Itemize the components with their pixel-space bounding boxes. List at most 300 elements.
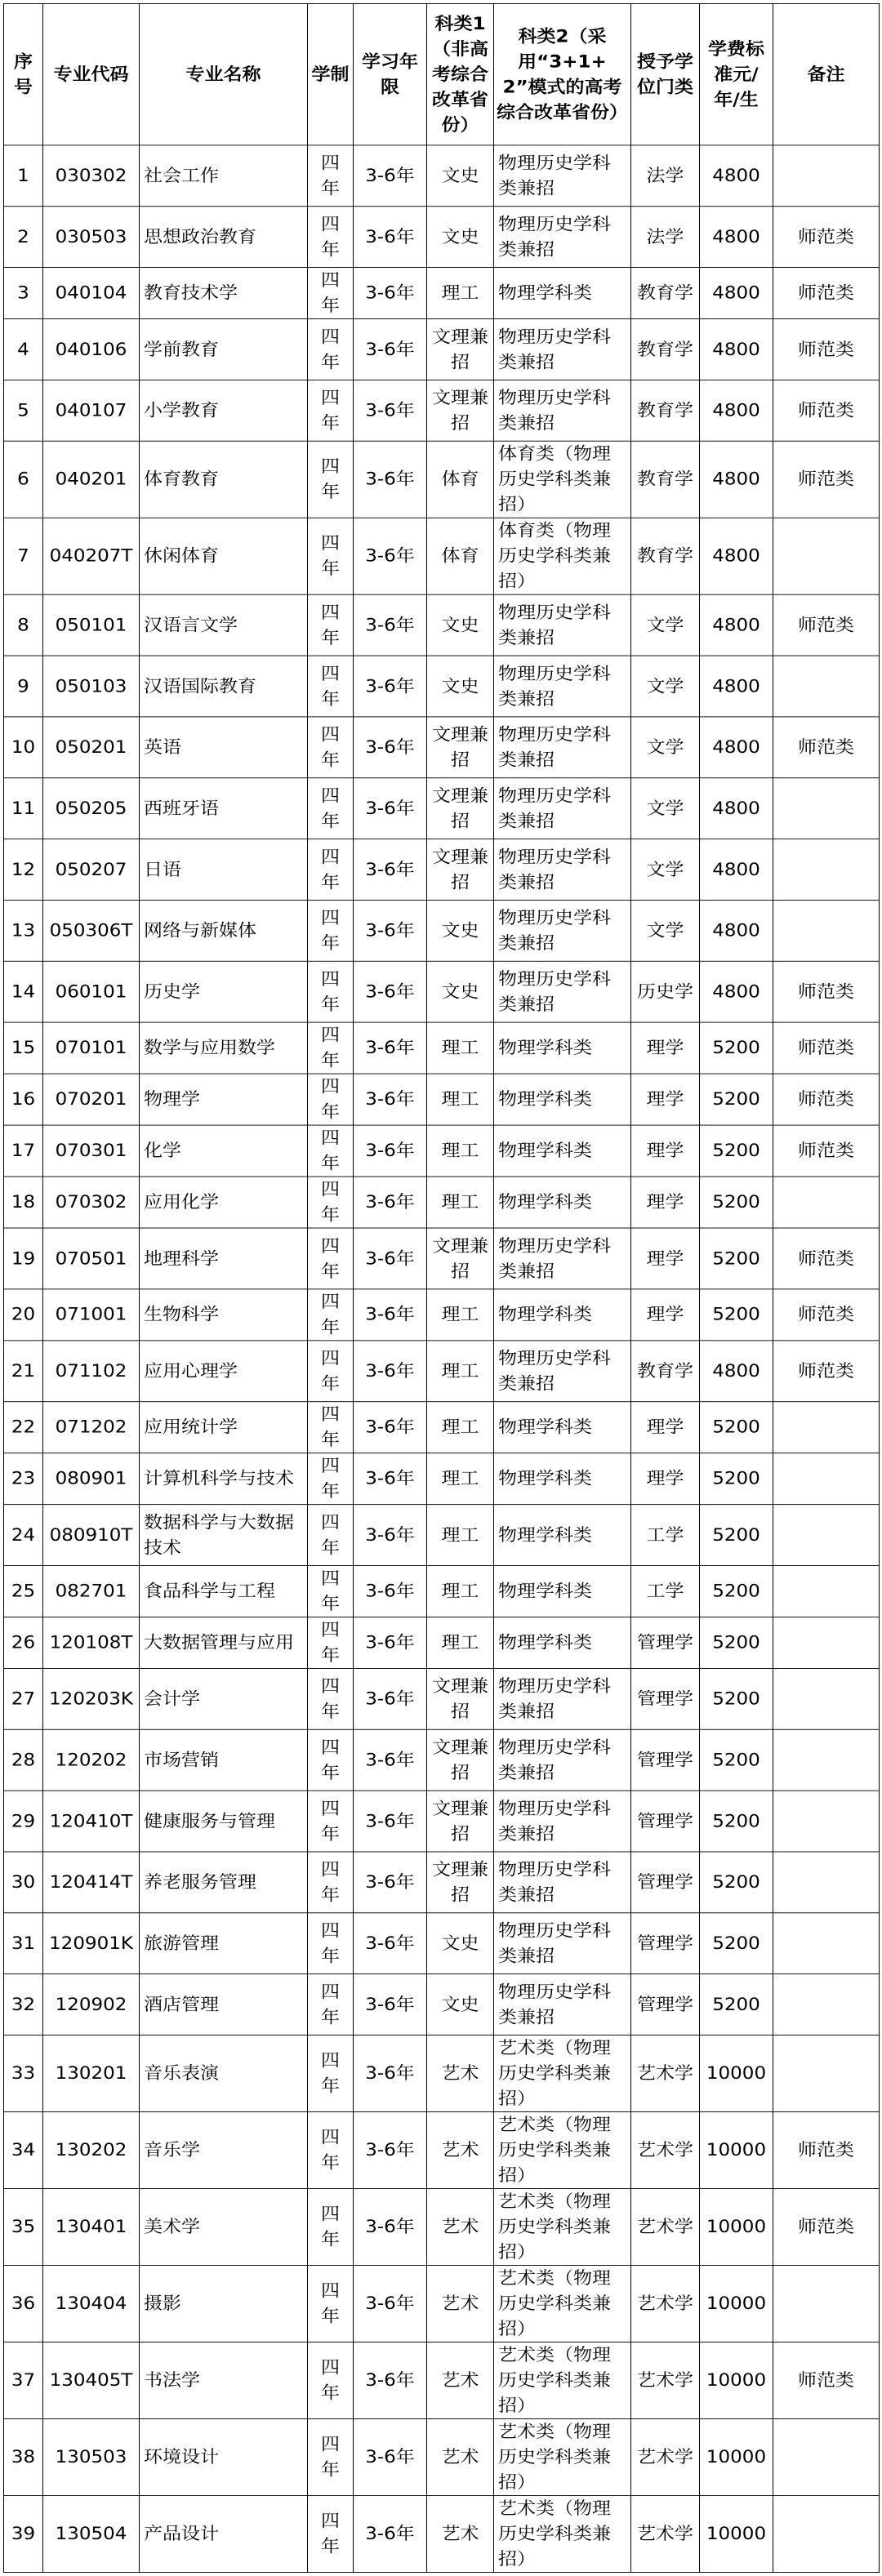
major-code-cell: 070201: [43, 1074, 140, 1125]
category-2-cell: 艺术类（物理历史学科类兼招）: [494, 2266, 631, 2342]
degree-cell: 管理学: [631, 1913, 700, 1974]
major-code-cell: 130504: [43, 2496, 140, 2573]
tuition-cell: 5200: [700, 1289, 773, 1341]
header-category-1: 科类1（非高考综合改革省份）: [427, 3, 494, 145]
category-1-cell: 文理兼招: [427, 1791, 494, 1852]
note-cell: [773, 1453, 880, 1505]
header-category-2: 科类2（采用“3+1+2”模式的高考综合改革省份）: [494, 3, 631, 145]
major-name-cell: 音乐学: [140, 2111, 308, 2188]
category-2-cell: 体育类（物理历史学科类兼招）: [494, 518, 631, 594]
category-2-cell: 艺术类（物理历史学科类兼招）: [494, 2035, 631, 2111]
category-2-cell: 物理历史学科类兼招: [494, 594, 631, 656]
degree-cell: 历史学: [631, 961, 700, 1022]
category-1-cell: 文史: [427, 900, 494, 961]
note-cell: [773, 1974, 880, 2035]
row-index-cell: 38: [4, 2419, 43, 2496]
category-1-cell: 理工: [427, 1341, 494, 1402]
major-code-cell: 130405T: [43, 2342, 140, 2419]
major-name-cell: 摄影: [140, 2266, 308, 2342]
table-row: [4, 1852, 880, 1913]
tuition-cell: 5200: [700, 1729, 773, 1791]
study-years-cell: 3-6年: [354, 1289, 427, 1341]
category-2-cell: 物理历史学科类兼招: [494, 839, 631, 901]
tuition-cell: 5200: [700, 1668, 773, 1729]
header-index: 序号: [4, 3, 43, 145]
table-row: [4, 268, 880, 319]
category-2-cell: 物理历史学科类兼招: [494, 1791, 631, 1852]
row-index-cell: 24: [4, 1505, 43, 1566]
header-degree: 授予学位门类: [631, 3, 700, 145]
row-index-cell: 7: [4, 518, 43, 594]
category-2-cell: 物理历史学科类兼招: [494, 900, 631, 961]
table-row: [4, 145, 880, 207]
note-cell: [773, 2419, 880, 2496]
major-code-cell: 070301: [43, 1125, 140, 1177]
category-2-cell: 物理历史学科类兼招: [494, 207, 631, 268]
major-name-cell: 产品设计: [140, 2496, 308, 2573]
category-2-cell: 艺术类（物理历史学科类兼招）: [494, 2496, 631, 2573]
category-2-cell: 物理历史学科类兼招: [494, 1852, 631, 1913]
major-code-cell: 040106: [43, 319, 140, 380]
tuition-cell: 5200: [700, 1074, 773, 1125]
category-2-cell: 体育类（物理历史学科类兼招）: [494, 441, 631, 518]
note-cell: 师范类: [773, 207, 880, 268]
system-cell: 四年: [308, 900, 354, 961]
major-name-cell: 养老服务管理: [140, 1852, 308, 1913]
category-1-cell: 理工: [427, 1022, 494, 1074]
study-years-cell: 3-6年: [354, 2266, 427, 2342]
degree-cell: 教育学: [631, 380, 700, 441]
table-row: [4, 1125, 880, 1177]
category-1-cell: 理工: [427, 1177, 494, 1228]
category-2-cell: 物理学科类: [494, 1022, 631, 1074]
header-note: 备注: [773, 3, 880, 145]
table-row: [4, 319, 880, 380]
major-code-cell: 082701: [43, 1565, 140, 1617]
major-name-cell: 小学教育: [140, 380, 308, 441]
major-name-cell: 应用统计学: [140, 1402, 308, 1453]
system-cell: 四年: [308, 207, 354, 268]
table-row: [4, 2266, 880, 2342]
major-table: [3, 3, 880, 2573]
system-cell: 四年: [308, 1565, 354, 1617]
system-cell: 四年: [308, 145, 354, 207]
tuition-cell: 4800: [700, 717, 773, 778]
table-row: [4, 1974, 880, 2035]
major-code-cell: 071202: [43, 1402, 140, 1453]
major-code-cell: 130404: [43, 2266, 140, 2342]
study-years-cell: 3-6年: [354, 1852, 427, 1913]
degree-cell: 管理学: [631, 1974, 700, 2035]
row-index-cell: 15: [4, 1022, 43, 1074]
degree-cell: 文学: [631, 656, 700, 717]
table-row: [4, 961, 880, 1022]
tuition-cell: 10000: [700, 2342, 773, 2419]
system-cell: 四年: [308, 2496, 354, 2573]
system-cell: 四年: [308, 2035, 354, 2111]
study-years-cell: 3-6年: [354, 1974, 427, 2035]
major-name-cell: 思想政治教育: [140, 207, 308, 268]
table-row: [4, 518, 880, 594]
degree-cell: 理学: [631, 1022, 700, 1074]
major-code-cell: 030302: [43, 145, 140, 207]
table-row: [4, 2419, 880, 2496]
major-code-cell: 040207T: [43, 518, 140, 594]
tuition-cell: 5200: [700, 1402, 773, 1453]
row-index-cell: 8: [4, 594, 43, 656]
row-index-cell: 33: [4, 2035, 43, 2111]
note-cell: [773, 518, 880, 594]
system-cell: 四年: [308, 1617, 354, 1668]
category-2-cell: 物理学科类: [494, 1617, 631, 1668]
degree-cell: 工学: [631, 1565, 700, 1617]
category-1-cell: 文史: [427, 656, 494, 717]
major-name-cell: 社会工作: [140, 145, 308, 207]
major-code-cell: 050101: [43, 594, 140, 656]
major-code-cell: 050306T: [43, 900, 140, 961]
system-cell: 四年: [308, 594, 354, 656]
table-row: [4, 1289, 880, 1341]
major-name-cell: 旅游管理: [140, 1913, 308, 1974]
category-1-cell: 文史: [427, 594, 494, 656]
system-cell: 四年: [308, 2189, 354, 2266]
tuition-cell: 4800: [700, 900, 773, 961]
major-name-cell: 汉语国际教育: [140, 656, 308, 717]
study-years-cell: 3-6年: [354, 1402, 427, 1453]
study-years-cell: 3-6年: [354, 1668, 427, 1729]
major-code-cell: 120414T: [43, 1852, 140, 1913]
note-cell: [773, 1565, 880, 1617]
major-code-cell: 130201: [43, 2035, 140, 2111]
major-name-cell: 应用心理学: [140, 1341, 308, 1402]
major-code-cell: 120108T: [43, 1617, 140, 1668]
category-1-cell: 理工: [427, 268, 494, 319]
tuition-cell: 5200: [700, 1913, 773, 1974]
table-row: [4, 1913, 880, 1974]
tuition-cell: 4800: [700, 594, 773, 656]
major-code-cell: 070302: [43, 1177, 140, 1228]
system-cell: 四年: [308, 1177, 354, 1228]
row-index-cell: 16: [4, 1074, 43, 1125]
row-index-cell: 29: [4, 1791, 43, 1852]
degree-cell: 文学: [631, 594, 700, 656]
system-cell: 四年: [308, 319, 354, 380]
note-cell: 师范类: [773, 594, 880, 656]
system-cell: 四年: [308, 1074, 354, 1125]
degree-cell: 理学: [631, 1074, 700, 1125]
table-row: [4, 900, 880, 961]
tuition-cell: 5200: [700, 1228, 773, 1289]
major-code-cell: 130401: [43, 2189, 140, 2266]
study-years-cell: 3-6年: [354, 1453, 427, 1505]
row-index-cell: 1: [4, 145, 43, 207]
table-row: [4, 2342, 880, 2419]
degree-cell: 教育学: [631, 319, 700, 380]
category-1-cell: 文史: [427, 207, 494, 268]
study-years-cell: 3-6年: [354, 319, 427, 380]
tuition-cell: 4800: [700, 441, 773, 518]
major-name-cell: 美术学: [140, 2189, 308, 2266]
degree-cell: 文学: [631, 839, 700, 901]
category-2-cell: 艺术类（物理历史学科类兼招）: [494, 2111, 631, 2188]
row-index-cell: 4: [4, 319, 43, 380]
system-cell: 四年: [308, 1729, 354, 1791]
note-cell: 师范类: [773, 1125, 880, 1177]
category-2-cell: 艺术类（物理历史学科类兼招）: [494, 2189, 631, 2266]
note-cell: 师范类: [773, 1074, 880, 1125]
category-1-cell: 理工: [427, 1402, 494, 1453]
category-1-cell: 艺术: [427, 2189, 494, 2266]
note-cell: [773, 900, 880, 961]
study-years-cell: 3-6年: [354, 656, 427, 717]
major-name-cell: 汉语言文学: [140, 594, 308, 656]
degree-cell: 教育学: [631, 268, 700, 319]
tuition-cell: 10000: [700, 2035, 773, 2111]
major-code-cell: 070501: [43, 1228, 140, 1289]
degree-cell: 艺术学: [631, 2266, 700, 2342]
major-name-cell: 日语: [140, 839, 308, 901]
study-years-cell: 3-6年: [354, 961, 427, 1022]
system-cell: 四年: [308, 380, 354, 441]
note-cell: 师范类: [773, 1289, 880, 1341]
note-cell: [773, 1402, 880, 1453]
row-index-cell: 10: [4, 717, 43, 778]
category-2-cell: 物理学科类: [494, 1402, 631, 1453]
category-1-cell: 文理兼招: [427, 1668, 494, 1729]
system-cell: 四年: [308, 1913, 354, 1974]
note-cell: [773, 1668, 880, 1729]
table-row: [4, 1505, 880, 1566]
study-years-cell: 3-6年: [354, 717, 427, 778]
system-cell: 四年: [308, 1341, 354, 1402]
category-1-cell: 文史: [427, 145, 494, 207]
category-2-cell: 物理历史学科类兼招: [494, 717, 631, 778]
table-row: [4, 594, 880, 656]
system-cell: 四年: [308, 1402, 354, 1453]
tuition-cell: 4800: [700, 319, 773, 380]
major-name-cell: 食品科学与工程: [140, 1565, 308, 1617]
category-2-cell: 物理学科类: [494, 268, 631, 319]
major-code-cell: 040104: [43, 268, 140, 319]
table-row: [4, 1074, 880, 1125]
degree-cell: 艺术学: [631, 2496, 700, 2573]
study-years-cell: 3-6年: [354, 900, 427, 961]
category-1-cell: 文理兼招: [427, 1852, 494, 1913]
row-index-cell: 25: [4, 1565, 43, 1617]
row-index-cell: 34: [4, 2111, 43, 2188]
degree-cell: 工学: [631, 1505, 700, 1566]
study-years-cell: 3-6年: [354, 1565, 427, 1617]
category-1-cell: 文史: [427, 1913, 494, 1974]
study-years-cell: 3-6年: [354, 441, 427, 518]
category-1-cell: 理工: [427, 1125, 494, 1177]
study-years-cell: 3-6年: [354, 1074, 427, 1125]
system-cell: 四年: [308, 1289, 354, 1341]
study-years-cell: 3-6年: [354, 1341, 427, 1402]
category-2-cell: 物理历史学科类兼招: [494, 1228, 631, 1289]
system-cell: 四年: [308, 2266, 354, 2342]
major-name-cell: 数据科学与大数据技术: [140, 1505, 308, 1566]
tuition-cell: 10000: [700, 2419, 773, 2496]
degree-cell: 管理学: [631, 1729, 700, 1791]
system-cell: 四年: [308, 778, 354, 839]
major-name-cell: 休闲体育: [140, 518, 308, 594]
row-index-cell: 12: [4, 839, 43, 901]
category-1-cell: 理工: [427, 1505, 494, 1566]
study-years-cell: 3-6年: [354, 207, 427, 268]
category-1-cell: 文理兼招: [427, 380, 494, 441]
system-cell: 四年: [308, 518, 354, 594]
major-name-cell: 计算机科学与技术: [140, 1453, 308, 1505]
row-index-cell: 11: [4, 778, 43, 839]
degree-cell: 法学: [631, 145, 700, 207]
category-2-cell: 物理历史学科类兼招: [494, 1974, 631, 2035]
degree-cell: 艺术学: [631, 2189, 700, 2266]
category-2-cell: 物理学科类: [494, 1289, 631, 1341]
table-row: [4, 1228, 880, 1289]
row-index-cell: 39: [4, 2496, 43, 2573]
category-1-cell: 文史: [427, 961, 494, 1022]
category-2-cell: 物理历史学科类兼招: [494, 1668, 631, 1729]
note-cell: 师范类: [773, 268, 880, 319]
header-major-code: 专业代码: [43, 3, 140, 145]
major-name-cell: 西班牙语: [140, 778, 308, 839]
major-code-cell: 040201: [43, 441, 140, 518]
major-code-cell: 120902: [43, 1974, 140, 2035]
system-cell: 四年: [308, 1974, 354, 2035]
category-1-cell: 文理兼招: [427, 839, 494, 901]
category-2-cell: 物理历史学科类兼招: [494, 1729, 631, 1791]
table-row: [4, 380, 880, 441]
table-row: [4, 1177, 880, 1228]
header-study-years: 学习年限: [354, 3, 427, 145]
table-row: [4, 2111, 880, 2188]
major-code-cell: 071102: [43, 1341, 140, 1402]
major-name-cell: 市场营销: [140, 1729, 308, 1791]
major-name-cell: 英语: [140, 717, 308, 778]
major-code-cell: 120410T: [43, 1791, 140, 1852]
header-system: 学制: [308, 3, 354, 145]
study-years-cell: 3-6年: [354, 2496, 427, 2573]
tuition-cell: 10000: [700, 2189, 773, 2266]
category-2-cell: 艺术类（物理历史学科类兼招）: [494, 2342, 631, 2419]
system-cell: 四年: [308, 441, 354, 518]
degree-cell: 艺术学: [631, 2342, 700, 2419]
note-cell: [773, 1505, 880, 1566]
system-cell: 四年: [308, 1022, 354, 1074]
tuition-cell: 4800: [700, 518, 773, 594]
degree-cell: 文学: [631, 900, 700, 961]
category-2-cell: 物理历史学科类兼招: [494, 1913, 631, 1974]
row-index-cell: 6: [4, 441, 43, 518]
degree-cell: 教育学: [631, 518, 700, 594]
tuition-cell: 5200: [700, 1974, 773, 2035]
degree-cell: 理学: [631, 1125, 700, 1177]
note-cell: [773, 1852, 880, 1913]
category-1-cell: 理工: [427, 1617, 494, 1668]
category-1-cell: 文理兼招: [427, 717, 494, 778]
note-cell: [773, 839, 880, 901]
row-index-cell: 30: [4, 1852, 43, 1913]
degree-cell: 文学: [631, 717, 700, 778]
study-years-cell: 3-6年: [354, 2189, 427, 2266]
table-row: [4, 441, 880, 518]
major-code-cell: 060101: [43, 961, 140, 1022]
note-cell: 师范类: [773, 717, 880, 778]
tuition-cell: 4800: [700, 207, 773, 268]
row-index-cell: 21: [4, 1341, 43, 1402]
note-cell: 师范类: [773, 380, 880, 441]
major-name-cell: 化学: [140, 1125, 308, 1177]
category-2-cell: 物理学科类: [494, 1505, 631, 1566]
major-code-cell: 050201: [43, 717, 140, 778]
note-cell: 师范类: [773, 2189, 880, 2266]
study-years-cell: 3-6年: [354, 380, 427, 441]
category-1-cell: 体育: [427, 441, 494, 518]
note-cell: [773, 1177, 880, 1228]
tuition-cell: 4800: [700, 145, 773, 207]
degree-cell: 教育学: [631, 441, 700, 518]
tuition-cell: 10000: [700, 2496, 773, 2573]
category-1-cell: 理工: [427, 1074, 494, 1125]
major-name-cell: 数学与应用数学: [140, 1022, 308, 1074]
tuition-cell: 10000: [700, 2111, 773, 2188]
major-name-cell: 教育技术学: [140, 268, 308, 319]
study-years-cell: 3-6年: [354, 1505, 427, 1566]
tuition-cell: 4800: [700, 656, 773, 717]
row-index-cell: 31: [4, 1913, 43, 1974]
major-name-cell: 生物科学: [140, 1289, 308, 1341]
category-2-cell: 物理历史学科类兼招: [494, 656, 631, 717]
tuition-cell: 5200: [700, 1505, 773, 1566]
row-index-cell: 9: [4, 656, 43, 717]
note-cell: 师范类: [773, 2342, 880, 2419]
note-cell: [773, 145, 880, 207]
degree-cell: 文学: [631, 778, 700, 839]
note-cell: 师范类: [773, 1341, 880, 1402]
tuition-cell: 5200: [700, 1453, 773, 1505]
category-2-cell: 物理历史学科类兼招: [494, 380, 631, 441]
category-1-cell: 理工: [427, 1565, 494, 1617]
system-cell: 四年: [308, 1453, 354, 1505]
note-cell: 师范类: [773, 1228, 880, 1289]
study-years-cell: 3-6年: [354, 1177, 427, 1228]
row-index-cell: 27: [4, 1668, 43, 1729]
category-1-cell: 艺术: [427, 2342, 494, 2419]
table-row: [4, 1022, 880, 1074]
system-cell: 四年: [308, 1791, 354, 1852]
major-name-cell: 历史学: [140, 961, 308, 1022]
category-1-cell: 理工: [427, 1289, 494, 1341]
header-tuition: 学费标准元/年/生: [700, 3, 773, 145]
note-cell: [773, 2496, 880, 2573]
category-1-cell: 艺术: [427, 2035, 494, 2111]
study-years-cell: 3-6年: [354, 1913, 427, 1974]
tuition-cell: 5200: [700, 1177, 773, 1228]
major-code-cell: 071001: [43, 1289, 140, 1341]
tuition-cell: 4800: [700, 380, 773, 441]
tuition-cell: 10000: [700, 2266, 773, 2342]
system-cell: 四年: [308, 1125, 354, 1177]
major-name-cell: 音乐表演: [140, 2035, 308, 2111]
major-code-cell: 080901: [43, 1453, 140, 1505]
table-row: [4, 1617, 880, 1668]
table-row: [4, 839, 880, 901]
table-row: [4, 1402, 880, 1453]
category-2-cell: 物理学科类: [494, 1125, 631, 1177]
category-1-cell: 艺术: [427, 2111, 494, 2188]
category-2-cell: 物理历史学科类兼招: [494, 778, 631, 839]
